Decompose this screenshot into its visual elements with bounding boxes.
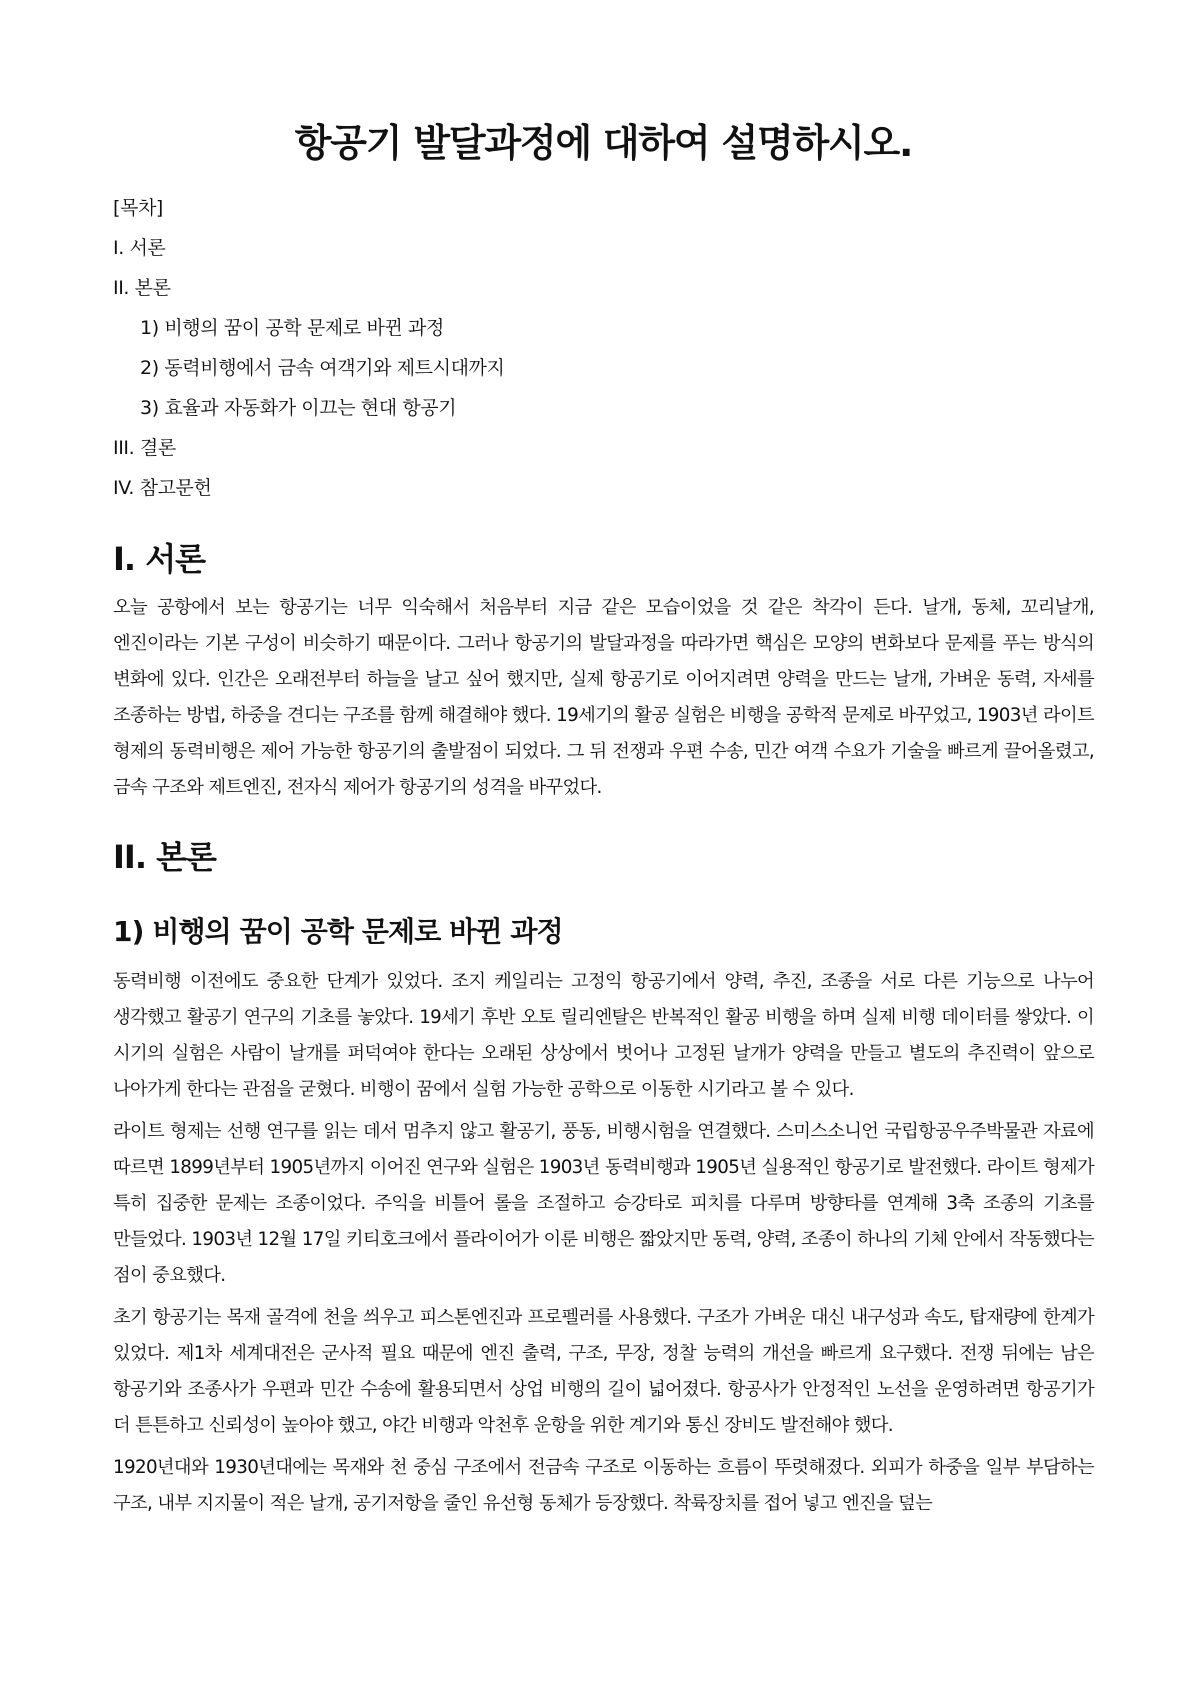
intro-heading: I. 서론: [113, 540, 206, 578]
section-1-heading: 1) 비행의 꿈이 공학 문제로 바뀐 과정: [113, 915, 563, 948]
toc-item-body-1: 1) 비행의 꿈이 공학 문제로 바뀐 과정: [140, 317, 444, 339]
toc-item-body-2: 2) 동력비행에서 금속 여객기와 제트시대까지: [140, 357, 505, 379]
section-1-paragraph-3: 초기 항공기는 목재 골격에 천을 씌우고 피스톤엔진과 프로펠러를 사용했다. 구조가 가벼운 대신 내구성과 속도, 탑재량에 한계가 있었다. 제1차 세계대전은 군사적 필요 때문에 엔진 출력, 구조, 무장, 정찰 능력의 개선을 빠르게 요구했다. 전쟁 뒤에는 남은 항공기와 조종사가 우편과 민간 수송에 활용되면서 상업 비행의 길이 넓어졌다. 항공사가 안정적인 노선을 운영하려면 항공기가 더 튼튼하고 신뢰성이 높아야 했고, 야간 비행과 악천후 운항을 위한 계기와 통신 장비도 발전해야 했다.: [113, 1307, 1094, 1436]
toc-item-intro: I. 서론: [113, 237, 166, 259]
document-title: 항공기 발달과정에 대하여 설명하시오.: [294, 121, 913, 165]
section-1-paragraph-2: 라이트 형제는 선행 연구를 읽는 데서 멈추지 않고 활공기, 풍동, 비행시험을 연결했다. 스미스소니언 국립항공우주박물관 자료에 따르면 1899년부터 1905년까지 이어진 연구와 실험은 1903년 동력비행과 1905년 실용적인 항공기로 발전했다. 라이트 형제가 특히 집중한 문제는 조종이었다. 주익을 비틀어 롤을 조절하고 승강타로 피치를 다루며 방향타를 연계해 3축 조종의 기초를 만들었다. 1903년 12월 17일 키티호크에서 플라이어가 이룬 비행은 짧았지만 동력, 양력, 조종이 하나의 기체 안에서 작동했다는 점이 중요했다.: [113, 1121, 1094, 1286]
toc-item-references: IV. 참고문헌: [113, 477, 212, 499]
section-1-paragraph-4: 1920년대와 1930년대에는 목재와 천 중심 구조에서 전금속 구조로 이동하는 흐름이 뚜렷해졌다. 외피가 하중을 일부 부담하는 구조, 내부 지지물이 적은 날개, 공기저항을 줄인 유선형 동체가 등장했다. 착륙장치를 접어 넣고 엔진을 덮는: [113, 1457, 1094, 1514]
section-1-paragraph-1: 동력비행 이전에도 중요한 단계가 있었다. 조지 케일리는 고정익 항공기에서 양력, 추진, 조종을 서로 다른 기능으로 나누어 생각했고 활공기 연구의 기초를 놓았다. 19세기 후반 오토 릴리엔탈은 반복적인 활공 비행을 하며 실제 비행 데이터를 쌓았다. 이 시기의 실험은 사람이 날개를 퍼덕여야 한다는 오래된 상상에서 벗어나 고정된 날개가 양력을 만들고 별도의 추진력이 앞으로 나아가게 한다는 관점을 굳혔다. 비행이 꿈에서 실험 가능한 공학으로 이동한 시기라고 볼 수 있다.: [113, 971, 1094, 1100]
table-of-contents: [113, 188, 1094, 508]
intro-paragraph: 오늘 공항에서 보는 항공기는 너무 익숙해서 처음부터 지금 같은 모습이었을 것 같은 착각이 든다. 날개, 동체, 꼬리날개, 엔진이라는 기본 구성이 비슷하기 때문이다. 그러나 항공기의 발달과정을 따라가면 핵심은 모양의 변화보다 문제를 푸는 방식의 변화에 있다. 인간은 오래전부터 하늘을 날고 싶어 했지만, 실제 항공기로 이어지려면 양력을 만드는 날개, 가벼운 동력, 자세를 조종하는 방법, 하중을 견디는 구조를 함께 해결해야 했다. 19세기의 활공 실험은 비행을 공학적 문제로 바꾸었고, 1903년 라이트 형제의 동력비행은 제어 가능한 항공기의 출발점이 되었다. 그 뒤 전쟁과 우편 수송, 민간 여객 수요가 기술을 빠르게 끌어올렸고, 금속 구조와 제트엔진, 전자식 제어가 항공기의 성격을 바꾸었다.: [113, 597, 1094, 798]
body-heading: II. 본론: [113, 838, 216, 876]
toc-heading: [목차]: [113, 197, 163, 219]
toc-item-conclusion: III. 결론: [113, 437, 176, 459]
toc-item-body: II. 본론: [113, 277, 171, 299]
toc-item-body-3: 3) 효율과 자동화가 이끄는 현대 항공기: [140, 397, 457, 419]
